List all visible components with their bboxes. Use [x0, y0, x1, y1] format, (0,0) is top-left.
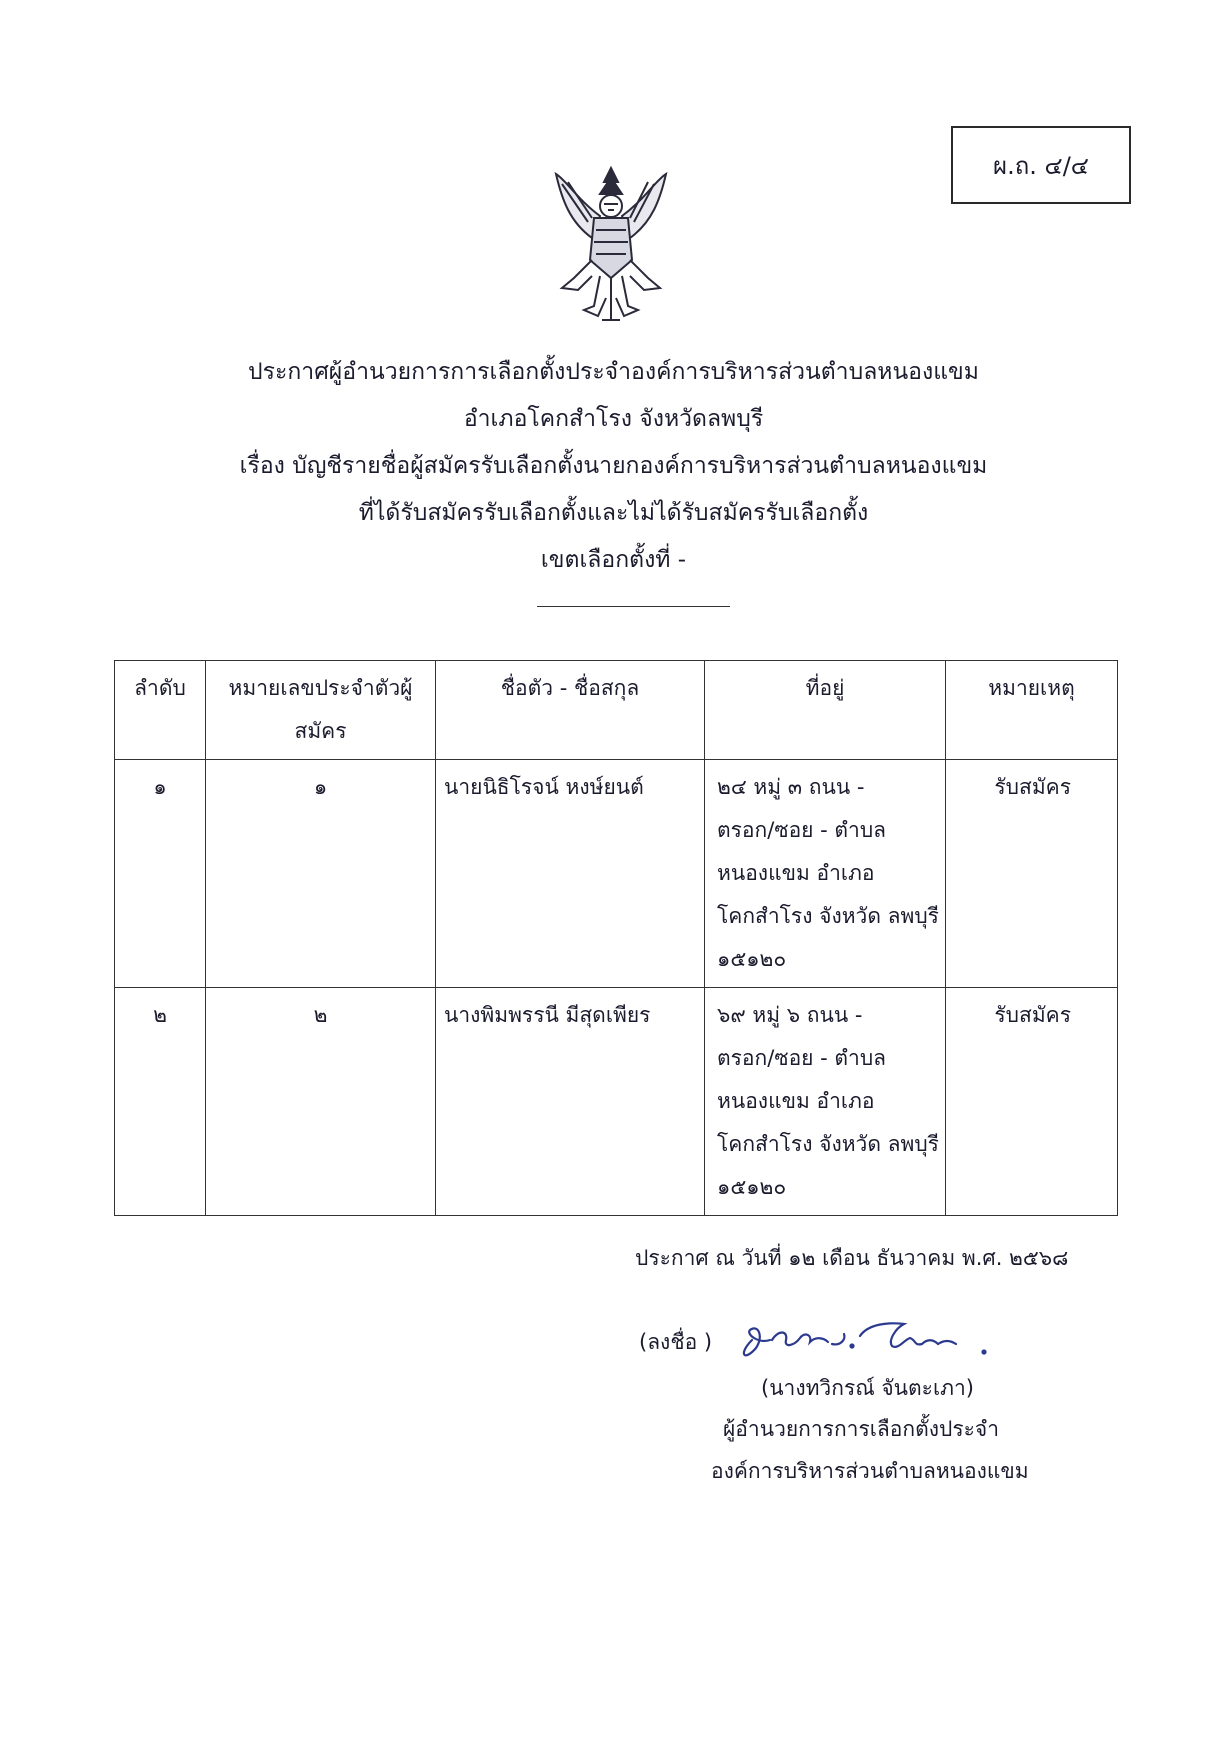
title-divider	[537, 606, 730, 607]
garuda-emblem-icon	[548, 160, 674, 330]
header-line-1: ประกาศผู้อำนวยการการเลือกตั้งประจำองค์การบริหารส่วนตำบลหนองแขม	[248, 359, 979, 385]
row-remark: รับสมัคร	[946, 988, 1118, 1216]
row-order: ๑	[115, 760, 206, 988]
row-address	[705, 760, 946, 988]
header-subject: เรื่อง บัญชีรายชื่อผู้สมัครรับเลือกตั้งนายกองค์การบริหารส่วนตำบลหนองแขม	[239, 453, 988, 479]
announce-date: ประกาศ ณ วันที่ ๑๒ เดือน ธันวาคม พ.ศ. ๒๕๖๘	[635, 1246, 1069, 1270]
signatory-organization: องค์การบริหารส่วนตำบลหนองแขม	[711, 1459, 1029, 1483]
row-address	[705, 988, 946, 1216]
header-line-2: อำเภอโคกสำโรง จังหวัดลพบุรี	[463, 406, 764, 432]
header-line-4: ที่ได้รับสมัครรับเลือกตั้งและไม่ได้รับสมัครรับเลือกตั้ง	[358, 500, 869, 526]
address-line: ตรอก/ซอย - ตำบล	[717, 818, 887, 842]
address-line: หนองแขม อำเภอ	[717, 1089, 875, 1113]
address-line: หนองแขม อำเภอ	[717, 861, 875, 885]
form-code: ผ.ถ. ๔/๔	[993, 151, 1089, 180]
col-remark-header: หมายเหตุ	[946, 661, 1118, 760]
signatory-position: ผู้อำนวยการการเลือกตั้งประจำ	[723, 1417, 999, 1441]
col-order-header: ลำดับ	[115, 661, 206, 760]
address-line: โคกสำโรง จังหวัด ลพบุรี	[717, 1132, 939, 1156]
form-code-box	[951, 126, 1131, 204]
address-line: ๑๕๑๒๐	[717, 947, 787, 971]
candidate-table	[114, 660, 1118, 1216]
row-name: นายนิธิโรจน์ หงษ์ยนต์	[436, 760, 705, 988]
signatory-name: (นางทวิกรณ์ จันตะเภา)	[761, 1376, 974, 1400]
address-line: โคกสำโรง จังหวัด ลพบุรี	[717, 904, 939, 928]
col-number-header: หมายเลขประจำตัวผู้สมัคร	[206, 661, 436, 760]
row-number: ๑	[206, 760, 436, 988]
col-address-header: ที่อยู่	[705, 661, 946, 760]
signature-image	[728, 1310, 998, 1368]
row-order: ๒	[115, 988, 206, 1216]
table-row	[115, 760, 1118, 988]
address-line: ตรอก/ซอย - ตำบล	[717, 1046, 887, 1070]
table-header-row	[115, 661, 1118, 760]
row-name: นางพิมพรรนี มีสุดเพียร	[436, 988, 705, 1216]
address-line: ๑๕๑๒๐	[717, 1175, 787, 1199]
row-number: ๒	[206, 988, 436, 1216]
sign-label: (ลงชื่อ )	[639, 1330, 713, 1354]
col-name-header: ชื่อตัว - ชื่อสกุล	[436, 661, 705, 760]
address-line: ๖๙ หมู่ ๖ ถนน -	[717, 1003, 863, 1027]
row-remark: รับสมัคร	[946, 760, 1118, 988]
address-line: ๒๔ หมู่ ๓ ถนน -	[717, 775, 865, 799]
header-district: เขตเลือกตั้งที่ -	[540, 547, 687, 573]
table-row	[115, 988, 1118, 1216]
